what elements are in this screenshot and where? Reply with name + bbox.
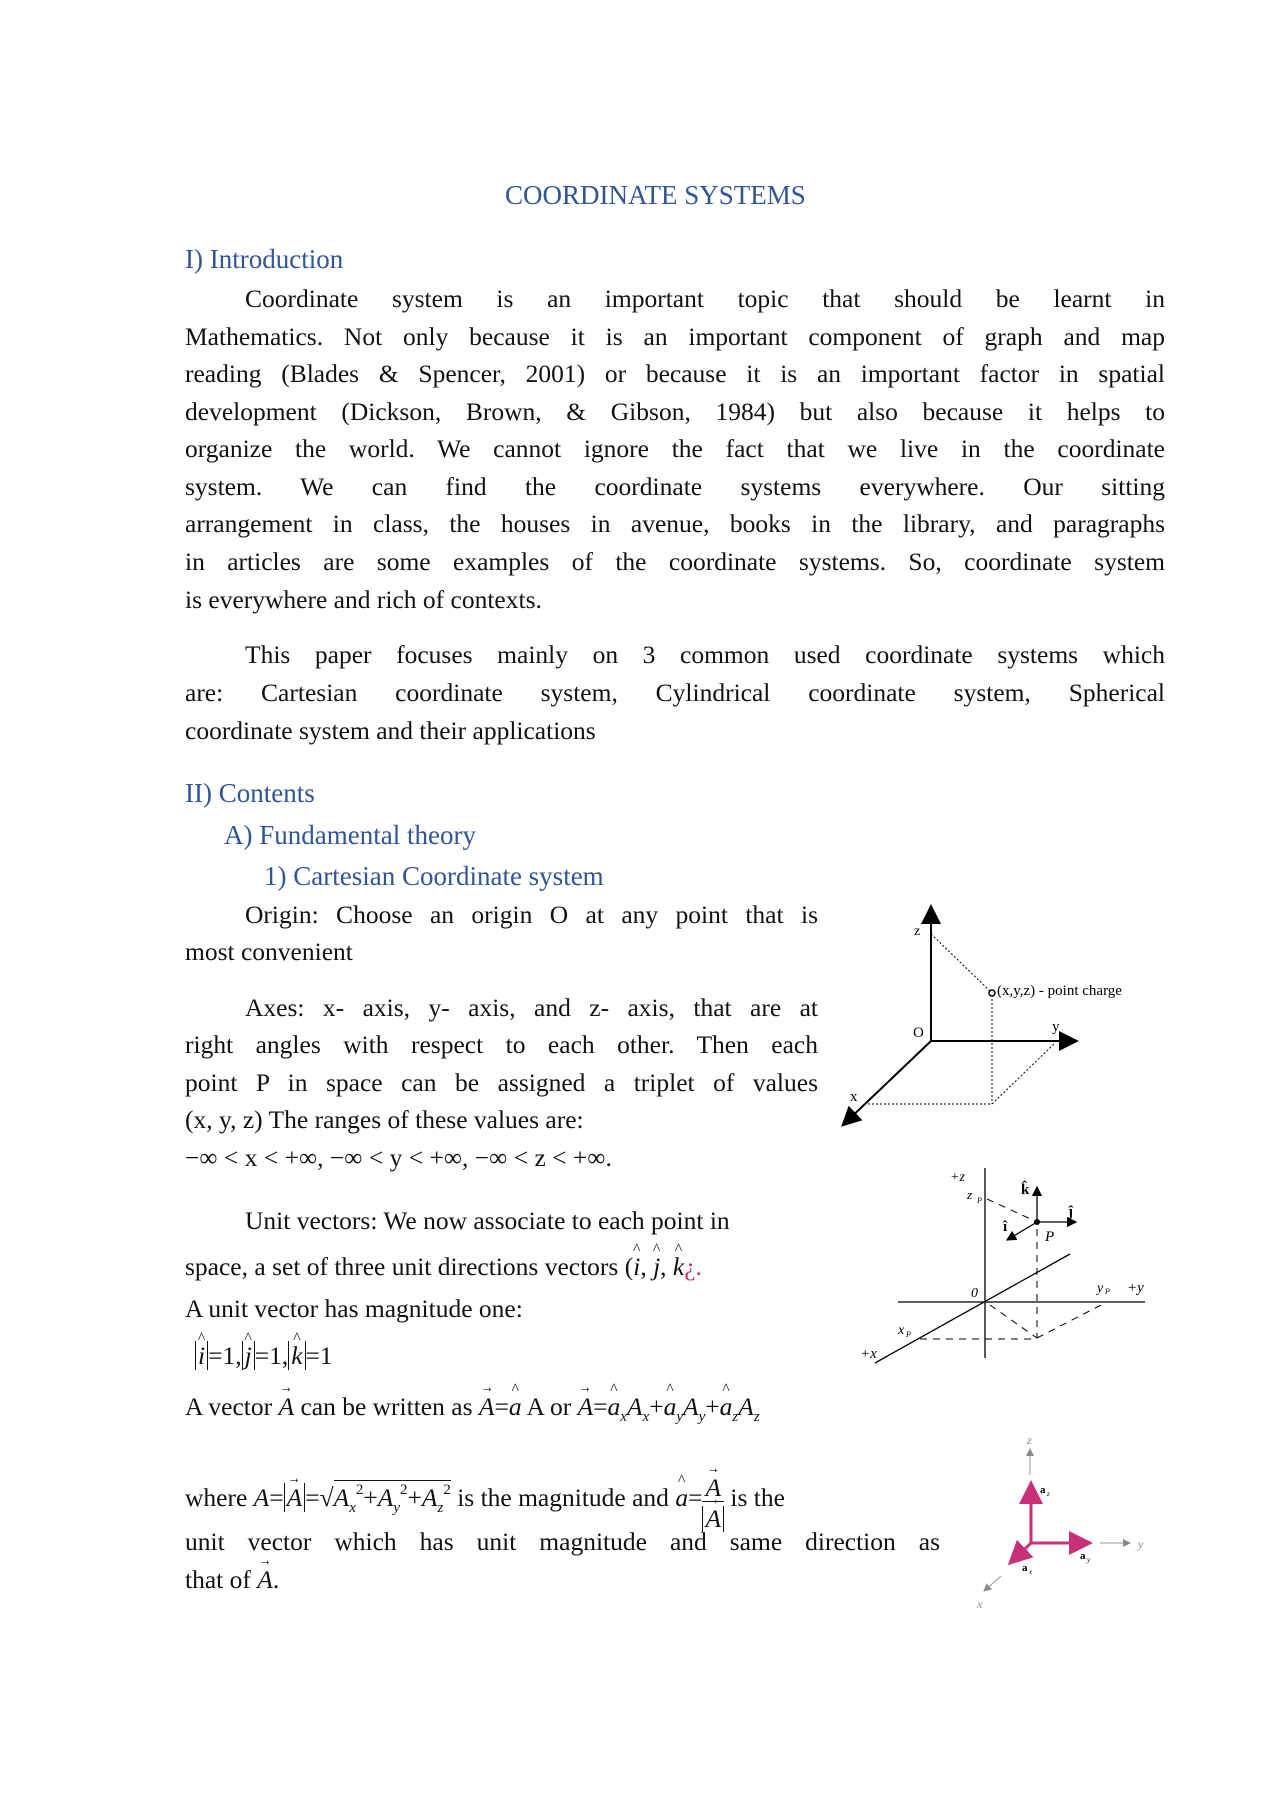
text-line: Mathematics. Not only because it is an important component of graph and map	[185, 322, 1165, 351]
section-heading-introduction: I) Introduction	[185, 244, 344, 274]
unit-vectors-at-point-diagram	[860, 1163, 1170, 1373]
plus-y-label: +y	[1127, 1280, 1144, 1296]
A: A	[253, 1483, 270, 1512]
ax-label: a	[1022, 1562, 1028, 1574]
vector-A: → A	[278, 1392, 294, 1422]
unit-vectors-line: space, a set of three unit directions vectors (^ i, ^ j, ^ k¿.	[185, 1252, 702, 1282]
origin-line: Origin: Choose an origin O at any point that is	[245, 900, 818, 929]
projection-lines	[868, 934, 1055, 1104]
A: A	[421, 1483, 438, 1512]
i-hat-label: î	[1003, 1219, 1008, 1235]
P-label: P	[1045, 1229, 1055, 1245]
text: where	[185, 1483, 254, 1512]
ranges-text: −∞ < x < +∞, −∞ < y < +∞, −∞ < z < +∞.	[185, 1143, 612, 1172]
z-label: z	[1027, 1433, 1032, 1447]
x-label: x	[850, 1089, 858, 1105]
k-hat: ^ k	[673, 1252, 684, 1282]
text: is the magnitude and	[450, 1483, 676, 1512]
az-label: a	[1040, 1484, 1046, 1496]
a-hat: ^ a	[675, 1470, 688, 1526]
z-label: z	[914, 924, 921, 939]
xp-label: x	[898, 1323, 905, 1338]
a-hat: ^ a	[509, 1392, 522, 1422]
plus-x-label: +x	[860, 1346, 877, 1362]
inverted-question-mark: ¿.	[684, 1252, 702, 1281]
vector-A: → A	[257, 1565, 273, 1595]
j-hat-label: ĵ	[1068, 1204, 1073, 1220]
sub: x	[349, 1500, 356, 1516]
j-hat: ^ j	[245, 1341, 252, 1371]
axes-line: point P in space can be assigned a triplet of values	[185, 1068, 818, 1097]
sub: y	[676, 1409, 684, 1425]
a-hat: ^ a	[664, 1392, 677, 1422]
axes-line: Axes: x- axis, y- axis, and z- axis, that are at	[245, 993, 818, 1022]
unit-magnitudes-formula	[195, 1341, 333, 1371]
A: A	[683, 1392, 699, 1421]
magnitude-formula-line: where $A=\to A =√A_x^2+A_y^2+A_z^2$ is the magnitude and ^ a= → A → A is the	[185, 1462, 785, 1536]
text-line: Coordinate system is an important topic that should be learnt in	[245, 284, 1165, 313]
text-line: is everywhere and rich of contexts.	[185, 585, 542, 614]
point-marker	[989, 990, 995, 996]
vector-A: → A	[479, 1392, 495, 1422]
A: A	[626, 1392, 643, 1421]
vector-formula-line: A vector → A can be written as → A=^ a A or → A=^ $a_xA_x+\^{}$ $a_yA_y+\^{}$ $a_zA_z$	[185, 1392, 760, 1432]
text-line: This paper focuses mainly on 3 common used coordinate systems which	[245, 640, 1165, 669]
sub: x	[620, 1409, 627, 1425]
a-hat: ^ a	[608, 1392, 621, 1422]
text-line: are: Cartesian coordinate system, Cylindrical coordinate system, Spherical	[185, 678, 1165, 707]
text: space, a set of three unit directions vectors (	[185, 1252, 634, 1281]
unit-vector-text-line	[185, 1565, 279, 1595]
sup: 2	[443, 1482, 451, 1498]
text: =1,	[254, 1341, 289, 1370]
sup: 2	[355, 1482, 364, 1498]
sub: x	[642, 1409, 650, 1425]
unit-vector-text-line: unit vector which has unit magnitude and same direction as	[185, 1527, 940, 1556]
x-axis	[984, 1576, 1001, 1591]
y-label: y	[1052, 1019, 1060, 1035]
point-label: (x,y,z) - point charge	[997, 983, 1122, 999]
ay-label: a	[1080, 1550, 1086, 1562]
projection-lines	[920, 1199, 1105, 1339]
origin-label: O	[913, 1025, 924, 1041]
A: A	[333, 1483, 350, 1512]
text: =1,	[208, 1341, 242, 1370]
x-label: x	[977, 1597, 983, 1611]
text: that of	[185, 1565, 258, 1594]
text: =1	[305, 1341, 333, 1370]
subsubsection-heading-cartesian: 1) Cartesian Coordinate system	[264, 861, 604, 891]
ax-vector	[1010, 1543, 1031, 1563]
subscript: P	[906, 1330, 911, 1339]
origin-label: 0	[971, 1286, 978, 1301]
sub: z	[732, 1409, 739, 1425]
subscript: z	[1047, 1490, 1050, 1498]
vector-A: → A	[578, 1392, 594, 1422]
plus-z-label: +z	[950, 1170, 965, 1185]
vector-A: → A	[287, 1470, 303, 1526]
subsection-heading-fundamental-theory: A) Fundamental theory	[224, 820, 476, 850]
origin-line: most convenient	[185, 937, 353, 966]
text-line: arrangement in class, the houses in avenue, books in the library, and paragraphs	[185, 509, 1165, 538]
sup: 2	[400, 1482, 408, 1498]
page-title: COORDINATE SYSTEMS	[505, 180, 806, 210]
unit-vector-magnitude-line: A unit vector has magnitude one:	[185, 1294, 523, 1323]
y-label: y	[1138, 1537, 1144, 1551]
text-line: reading (Blades & Spencer, 2001) or because it is an important factor in spatial	[185, 359, 1165, 388]
vector-A: → A	[705, 1475, 721, 1501]
text: A or	[521, 1392, 578, 1421]
A: A	[738, 1392, 754, 1421]
j-hat: ^ j	[653, 1252, 660, 1282]
zp-label: z	[967, 1187, 973, 1202]
axes-line: (x, y, z) The ranges of these values are:	[185, 1105, 584, 1134]
yp-label: y	[1097, 1281, 1104, 1296]
axes-line: right angles with respect to each other. Then each	[185, 1030, 818, 1059]
section-heading-contents: II) Contents	[185, 778, 315, 808]
sub: z	[753, 1409, 760, 1425]
text: can be written as	[294, 1392, 479, 1421]
i-vector	[1007, 1222, 1037, 1240]
x-axis	[875, 1254, 1070, 1363]
i-hat: ^ i	[633, 1252, 640, 1282]
subscript: y	[1087, 1556, 1091, 1564]
sub: y	[698, 1409, 706, 1425]
text: A vector	[185, 1392, 279, 1421]
a-hat: ^ a	[720, 1392, 733, 1422]
subscript: x	[1029, 1568, 1033, 1576]
text: .	[272, 1565, 280, 1594]
text-line: system. We can find the coordinate systems everywhere. Our sitting	[185, 472, 1165, 501]
fraction	[702, 1469, 724, 1532]
unit-vectors-line: Unit vectors: We now associate to each point in	[245, 1206, 730, 1235]
vector-A: → A	[705, 1506, 721, 1532]
sub: z	[437, 1500, 444, 1516]
text: is the	[724, 1483, 785, 1512]
x-axis	[844, 1041, 931, 1124]
i-hat: ^ i	[198, 1341, 205, 1371]
cartesian-unit-vectors-diagram	[960, 1425, 1170, 1620]
A: A	[377, 1483, 394, 1512]
text-line: organize the world. We cannot ignore the fact that we live in the coordinate	[185, 434, 1165, 463]
k-hat-label: k̂	[1021, 1182, 1030, 1198]
subscript: P	[1105, 1287, 1110, 1296]
cartesian-point-diagram	[830, 900, 1170, 1145]
subscript: P	[977, 1196, 982, 1205]
text-line: in articles are some examples of the coordinate systems. So, coordinate system	[185, 547, 1165, 576]
k-hat: ^ k	[291, 1341, 302, 1371]
text-line: coordinate system and their applications	[185, 716, 596, 745]
sub: y	[393, 1500, 400, 1516]
text-line: development (Dickson, Brown, & Gibson, 1984) but also because it helps to	[185, 397, 1165, 426]
